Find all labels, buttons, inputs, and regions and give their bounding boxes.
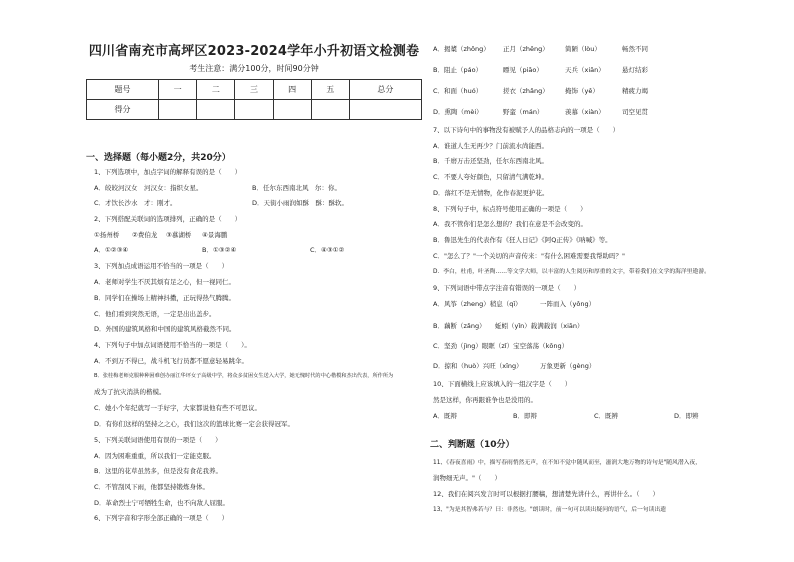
score-cell: 五 bbox=[311, 80, 349, 100]
option: 司空见贯 bbox=[622, 108, 648, 116]
section-choice-title: 一、选择题（每小题2分，共20分） bbox=[86, 153, 231, 163]
option: B．同学们在操场上精神抖擞，正玩得热气腾腾。 bbox=[94, 294, 235, 302]
option: A．我不管你们是怎么想的？我们在意是不会改变的。 bbox=[433, 220, 587, 228]
option: 精疲力竭 bbox=[622, 87, 648, 95]
question-line: 6、下列字音和字形全部正确的一项是（ ） bbox=[94, 514, 229, 522]
option: C．和面（huó） bbox=[433, 87, 483, 95]
question-line: 11、《春夜喜雨》中，描写春雨悄然无声，在不知不觉中随风而至，滋润大地万物的诗句是"随风潜入夜， bbox=[433, 460, 702, 466]
score-table-score-row bbox=[87, 100, 422, 120]
option: 搓衣（zhǎng） bbox=[503, 87, 549, 95]
question-line: 8、下列句子中，标点符号使用正确的一项是（ ） bbox=[433, 205, 587, 213]
option: ①扬州桥 bbox=[94, 231, 120, 239]
option: A．谁道人生无再少？门前流水尚能西。 bbox=[433, 142, 548, 150]
score-table-header-row bbox=[87, 80, 422, 100]
question-line: 5、下列关联词语使用有误的一项是（ ） bbox=[94, 436, 222, 444]
option: B．张桂梅老师克服种种困难创办丽江华坪女子高级中学，将众多贫困女生送入大学，她无愧时代的中心楷模和杰出代表，所作所为 bbox=[94, 373, 394, 379]
score-input-cell[interactable] bbox=[235, 100, 273, 120]
option: C．不要人夸好颜色，只留清气满乾坤。 bbox=[433, 173, 549, 181]
option: A．①②③④ bbox=[94, 246, 129, 254]
option: B．鲁迅先生的代表作有《狂人日记》《阿Q正传》《呐喊》等。 bbox=[433, 236, 612, 244]
option: A．揭橥（zhōng） bbox=[433, 45, 490, 53]
question-line: 2、下列搭配关联词的选项排列，正确的是（ ） bbox=[94, 215, 242, 223]
score-cell: 总分 bbox=[349, 80, 421, 100]
section-judge-title: 二、判断题（10分） bbox=[430, 440, 515, 450]
score-input-cell[interactable] bbox=[159, 100, 197, 120]
option: 然是这样，你再跟谁争也是没用的。 bbox=[433, 396, 537, 404]
option: 正月（zhēng） bbox=[503, 45, 549, 53]
option: D．即辨 bbox=[674, 412, 699, 420]
option: D．天街小雨润如酥 酥：酥软。 bbox=[252, 199, 349, 207]
score-cell: 四 bbox=[273, 80, 311, 100]
option: C．她小个年纪就写一手好字，大家都说他有些不可思议。 bbox=[94, 404, 262, 412]
option: A．不到万不得已，战斗机飞行员都不愿意轻易跳伞。 bbox=[94, 357, 248, 365]
option: 羡慕（xiàn） bbox=[565, 108, 605, 116]
option: A．老师对学生不厌其烦有足之心，但一视同仁。 bbox=[94, 278, 235, 286]
option: 悬灯结彩 bbox=[622, 66, 648, 74]
option: 成为了抗灾消洪的楷模。 bbox=[94, 388, 166, 396]
option: ③慕湖桥 bbox=[166, 231, 192, 239]
option: A．既辩 bbox=[433, 412, 457, 420]
option: C．不管刮风下雨，他都坚持锻炼身体。 bbox=[94, 483, 210, 491]
question-line: 9、下列词语中带点字注音有错误的一项是（ ） bbox=[433, 284, 581, 292]
question-line: 12、我们在阅兴发言时可以根据打腰稿，想清楚先讲什么，再讲什么。（ ） bbox=[433, 490, 660, 498]
option: C．④③①② bbox=[310, 246, 345, 254]
score-input-cell[interactable] bbox=[197, 100, 235, 120]
question-line: 7、以下诗句中的事物没有被赋予人的品格志向的一项是（ ） bbox=[433, 126, 620, 134]
score-input-cell[interactable] bbox=[349, 100, 421, 120]
option: 一阵而入（yǒng） bbox=[540, 300, 596, 308]
option: B．这里的花草虽然多，但是没有食花我养。 bbox=[94, 467, 222, 475]
option: B．①③②④ bbox=[202, 246, 237, 254]
question-line: 13、"为是其智弗若与？曰：非然也。"朗读时，前一句可以读出疑问的语气，后一句读出遗 bbox=[433, 507, 666, 513]
option: D．落红不是无情物，化作春泥更护花。 bbox=[433, 189, 549, 197]
option: D．有你们这样的坚持之之心，我们这次的篮球比赛一定会获得冠军。 bbox=[94, 420, 295, 428]
option: D．熏陶（mèi） bbox=[433, 108, 483, 116]
question-line: 3、下列加点成语运用不恰当的一项是（ ） bbox=[94, 262, 229, 270]
option: D．外国的建筑风格和中国的建筑风格截然不同。 bbox=[94, 325, 236, 333]
option: ②费伯龙 bbox=[132, 231, 158, 239]
option: B．即辩 bbox=[513, 412, 537, 420]
score-cell: 题号 bbox=[87, 80, 159, 100]
option: 野蛮（mán） bbox=[503, 108, 544, 116]
option: 瞟见（piāo） bbox=[503, 66, 543, 74]
option: A．因为困难重重，所以我们一定能克服。 bbox=[94, 452, 216, 460]
question-line: 10、下面横线上应该填入的一组汉字是（ ） bbox=[433, 380, 572, 388]
question-line: 4、下列句子中加点词语使用不恰当的一项是（ ）。 bbox=[94, 341, 251, 349]
question-line: 润物细无声。"（ ） bbox=[433, 474, 501, 482]
paper-title: 四川省南充市高坪区2023-2024学年小升初语文检测卷 bbox=[88, 44, 420, 59]
score-cell: 三 bbox=[235, 80, 273, 100]
option: A．皎皎河汉女 河汉女：指织女星。 bbox=[94, 184, 203, 192]
option: D．革命烈士宁可牺牲生命，也不向敌人屈服。 bbox=[94, 499, 230, 507]
option: B．藕断（zǎng） bbox=[433, 322, 486, 330]
option: B．任尔东西南北风 尔：你。 bbox=[252, 184, 341, 192]
score-cell: 一 bbox=[159, 80, 197, 100]
score-cell: 得分 bbox=[87, 100, 159, 120]
score-cell: 二 bbox=[197, 80, 235, 100]
option: ④景海鹏 bbox=[202, 231, 228, 239]
option: D．掠和（huò）兴旺（xīng） bbox=[433, 362, 523, 370]
score-input-cell[interactable] bbox=[311, 100, 349, 120]
option: B．千磨万击还坚劲，任尔东西南北风。 bbox=[433, 157, 548, 165]
option: 畅然不同 bbox=[622, 45, 648, 53]
score-input-cell[interactable] bbox=[273, 100, 311, 120]
option: B．阻止（páo） bbox=[433, 66, 483, 74]
option: D．李白，杜甫，叶圣陶……等文学大师，以丰富的人生阅历和厚重的文字，带着我们在文学的海洋里遨游。 bbox=[433, 269, 710, 275]
option: 蚯蚓（yǐn）载满载润（xiān） bbox=[495, 322, 584, 330]
option: 简陋（lòu） bbox=[565, 45, 601, 53]
option: 掩饰（yě） bbox=[565, 87, 599, 95]
option: C．才饮长沙水 才：刚才。 bbox=[94, 199, 177, 207]
score-table bbox=[86, 79, 422, 120]
option: C．既辨 bbox=[594, 412, 619, 420]
option: 天兵（xiān） bbox=[565, 66, 605, 74]
option: A．风筝（zheng）稍息（qī） bbox=[433, 300, 522, 308]
option: C．坚劲（jìng）眼眶（zǐ）宝空落荡（kōng） bbox=[433, 342, 569, 350]
option: C．他们看到突然无语，一定是出出盖步。 bbox=[94, 310, 216, 318]
option: C．"怎么了？"一个关切的声音传来："有什么困难需要我帮助吗？" bbox=[433, 252, 625, 260]
question-line: 1、下列选项中，加点字词的解释有误的是（ ） bbox=[94, 168, 242, 176]
option: 万象更新（gèng） bbox=[540, 362, 596, 370]
exam-note: 考生注意：满分100分，时间90分钟 bbox=[189, 64, 319, 73]
